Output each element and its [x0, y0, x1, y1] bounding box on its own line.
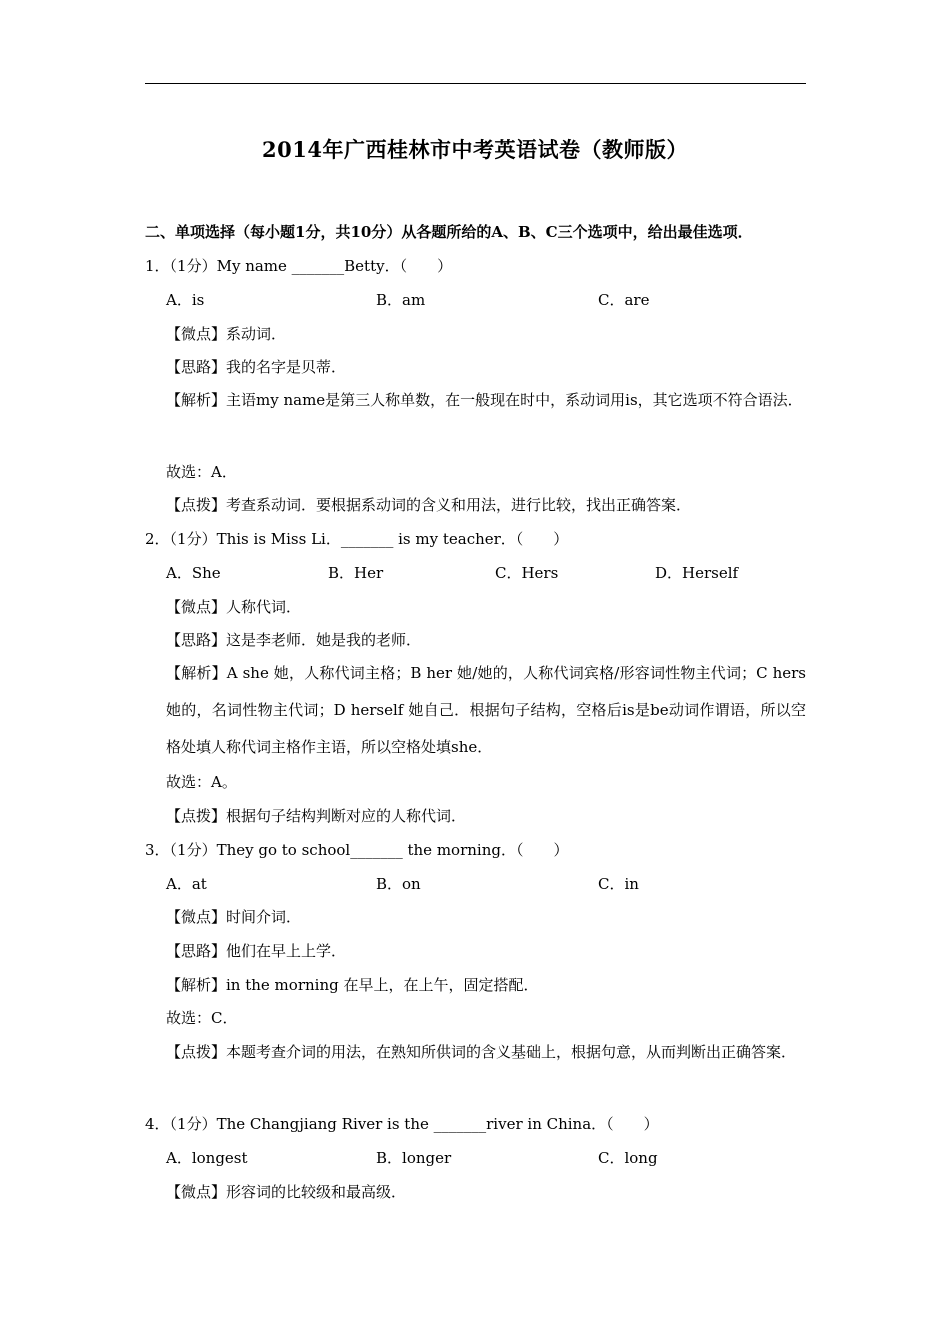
question-3-tip: 【点拨】本题考查介词的用法，在熟知所供词的含义基础上，根据句意，从而判断出正确答案．: [166, 1043, 797, 1061]
question-2-answer: 故选：A。: [166, 773, 237, 791]
question-1-choice-b: B．am: [376, 291, 426, 309]
question-1-idea: 【思路】我的名字是贝蒂．: [166, 358, 347, 376]
question-2-choice-c: C．Hers: [495, 564, 559, 582]
question-4-point: 【微点】形容词的比较级和最高级．: [166, 1183, 407, 1201]
question-3-choice-c: C．in: [598, 875, 639, 893]
question-1-stem: 1．（1分）My name _______Betty．（ ）: [145, 257, 453, 275]
question-2-point: 【微点】人称代词．: [166, 598, 302, 616]
question-3-answer: 故选：C．: [166, 1009, 238, 1027]
question-2-stem: 2．（1分）This is Miss Li．_______ is my teacher．（ ）: [145, 530, 569, 548]
question-1-choice-a: A．is: [166, 291, 205, 309]
header-rule: [145, 83, 806, 84]
question-4-choice-a: A．longest: [166, 1149, 248, 1167]
question-3-analysis: 【解析】in the morning 在早上，在上午，固定搭配．: [166, 976, 539, 994]
question-4-choice-b: B．longer: [376, 1149, 452, 1167]
section-heading: 二、单项选择（每小题1分，共10分）从各题所给的A、B、C三个选项中，给出最佳选项．: [145, 223, 753, 241]
question-2-choice-b: B．Her: [328, 564, 384, 582]
question-1-tip: 【点拨】考查系动词．要根据系动词的含义和用法，进行比较，找出正确答案．: [166, 496, 692, 514]
question-1-analysis: 【解析】主语my name是第三人称单数，在一般现在时中，系动词用is，其它选项不符合语法．: [166, 391, 803, 409]
question-2-choice-a: A．She: [166, 564, 221, 582]
question-2-idea: 【思路】这是李老师．她是我的老师．: [166, 631, 422, 649]
question-2-tip: 【点拨】根据句子结构判断对应的人称代词．: [166, 807, 467, 825]
question-1-choice-c: C．are: [598, 291, 650, 309]
question-1-point: 【微点】系动词．: [166, 325, 287, 343]
page-title: 2014年广西桂林市中考英语试卷（教师版）: [262, 137, 688, 162]
question-3-idea: 【思路】他们在早上上学．: [166, 942, 347, 960]
question-3-choice-b: B．on: [376, 875, 421, 893]
question-3-choice-a: A．at: [166, 875, 207, 893]
question-2-choice-d: D．Herself: [655, 564, 739, 582]
question-4-stem: 4．（1分）The Changjiang River is the _______river in China．（ ）: [145, 1115, 659, 1133]
question-3-stem: 3．（1分）They go to school_______ the morning．（ ）: [145, 841, 569, 859]
question-4-choice-c: C．long: [598, 1149, 658, 1167]
question-2-analysis: 【解析】A she 她，人称代词主格；B her 她/她的，人称代词宾格/形容词性物主代词；C hers 她的，名词性物主代词；D herself 她自己．根据句子结构，空格后is是be动词作谓语，所以空格处填人称代词主格作主语，所以空格处填she．: [166, 664, 806, 756]
question-3-point: 【微点】时间介词．: [166, 908, 302, 926]
question-1-answer: 故选：A．: [166, 463, 237, 481]
